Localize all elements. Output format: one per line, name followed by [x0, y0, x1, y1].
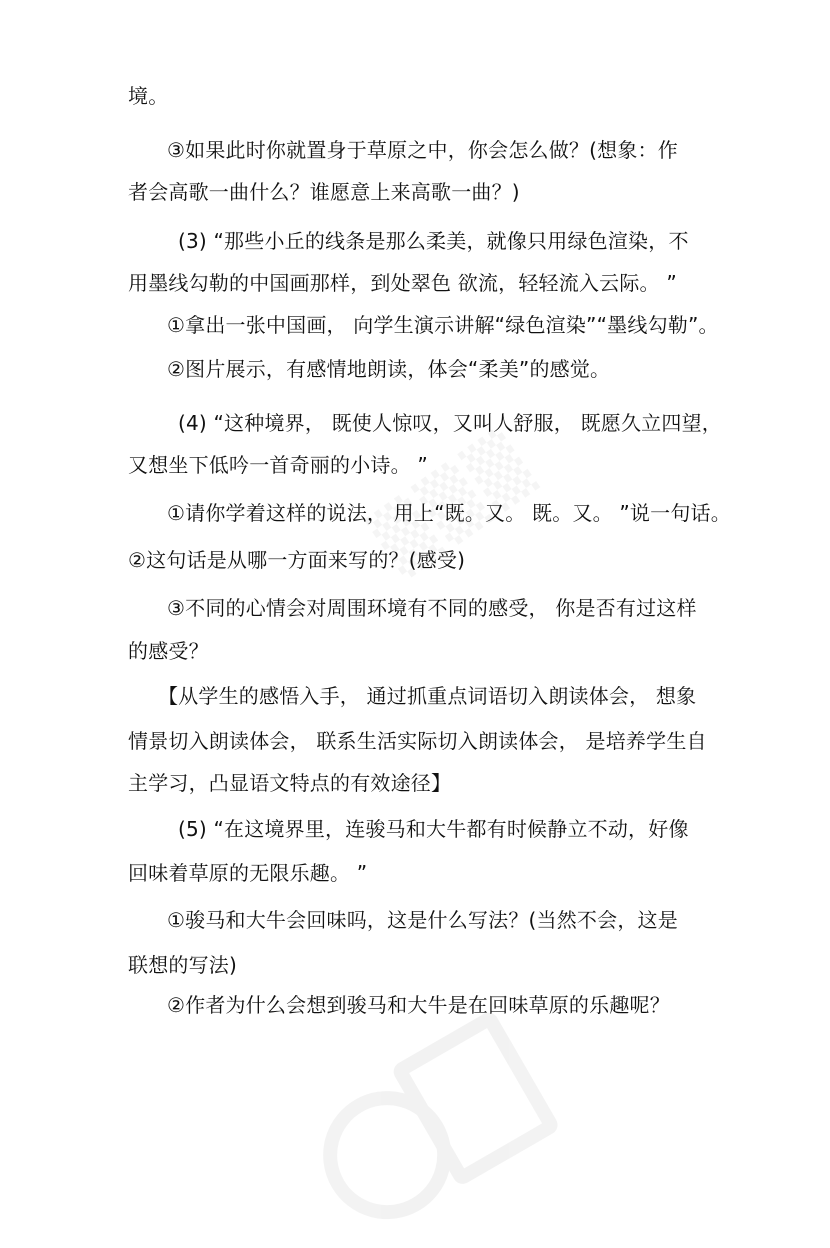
- text-line-13: 的感受？: [128, 639, 209, 663]
- text-line-5: 用墨线勾勒的中国画那样，到处翠色 欲流，轻轻流入云际。 ”: [128, 271, 677, 295]
- text-line-11: ②这句话是从哪一方面来写的？(感受): [128, 548, 466, 572]
- text-line-3: 者会高歌一曲什么？谁愿意上来高歌一曲？): [128, 180, 520, 204]
- text-line-10: ①请你学着这样的说法， 用上“既。又。 既。又。 ”说一句话。: [167, 501, 731, 525]
- text-line-8: (4) “这种境界， 既使人惊叹，又叫人舒服， 既愿久立四望，: [178, 411, 722, 435]
- text-line-15: 情景切入朗读体会， 联系生活实际切入朗读体会， 是培养学生自: [128, 729, 707, 753]
- text-line-20: 联想的写法): [128, 953, 238, 977]
- text-line-4: (3) “那些小丘的线条是那么柔美，就像只用绿色渲染，不: [178, 229, 689, 253]
- text-line-17: (5) “在这境界里，连骏马和大牛都有时候静立不动，好像: [178, 817, 689, 841]
- text-line-6: ①拿出一张中国画， 向学生演示讲解“绿色渲染”“墨线勾勒”。: [167, 313, 719, 337]
- text-line-7: ②图片展示，有感情地朗读，体会“柔美”的感觉。: [167, 357, 611, 381]
- text-line-21: ②作者为什么会想到骏马和大牛是在回味草原的乐趣呢？: [167, 993, 670, 1017]
- text-line-1: 境。: [128, 84, 169, 108]
- text-line-9: 又想坐下低吟一首奇丽的小诗。 ”: [128, 453, 428, 477]
- text-line-12: ③不同的心情会对周围环境有不同的感受， 你是否有过这样: [167, 596, 697, 620]
- text-line-18: 回味着草原的无限乐趣。 ”: [128, 861, 368, 885]
- text-line-19: ①骏马和大牛会回味吗，这是什么写法？(当然不会，这是: [167, 908, 678, 932]
- text-line-16: 主学习，凸显语文特点的有效途径】: [128, 771, 452, 795]
- text-line-2: ③如果此时你就置身于草原之中，你会怎么做？(想象：作: [167, 138, 678, 162]
- text-line-14: 【从学生的感悟入手， 通过抓重点词语切入朗读体会， 想象: [158, 684, 697, 708]
- watermark-logo: [286, 1008, 554, 1232]
